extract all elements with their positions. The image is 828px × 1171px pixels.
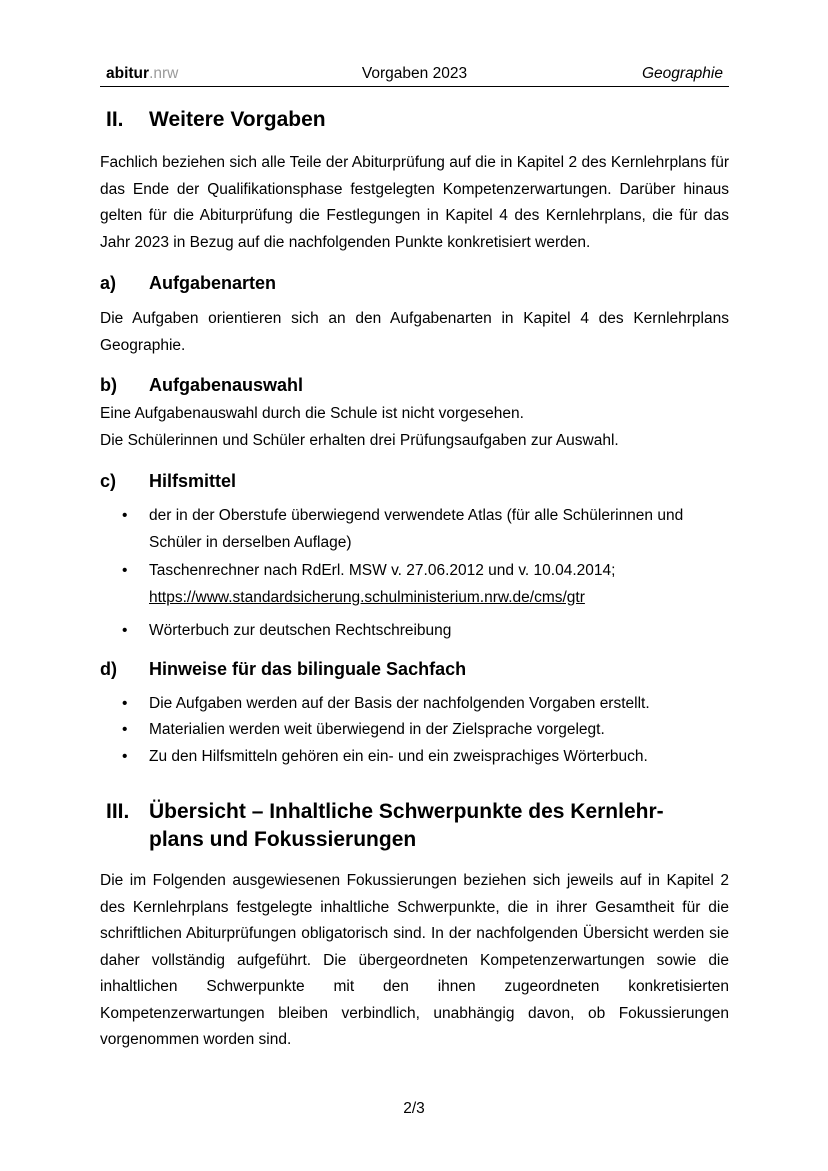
section-2-heading: II. Weitere Vorgaben bbox=[106, 108, 326, 131]
list-item: • Taschenrechner nach RdErl. MSW v. 27.06.2012 und v. 10.04.2014; https://www.standardsicherung.schulministerium.nrw.de/cms/gtr bbox=[100, 558, 729, 611]
header-subject: Geographie bbox=[641, 65, 723, 82]
page-header bbox=[100, 64, 729, 87]
list-item: • Die Aufgaben werden auf der Basis der nachfolgenden Vorgaben erstellt. bbox=[100, 691, 729, 718]
section-3-text: Die im Folgenden ausgewiesenen Fokussierungen beziehen sich jeweils auf in Kapitel 2 des Kernlehrplans festgelegte inhaltliche Schwerpunkte, die in ihrer Gesamtheit für die schriftlichen Abiturprüfungen obligatorisch sind. In der nachfolgenden Übersicht werden sie daher vollständig aufgeführt. Die übergeordneten Kompetenzerwartungen sowie die inhaltlichen Schwerpunkte mit den ihnen zugeordneten konkretisierten Kompetenzerwartungen bleiben verbindlich, unabhängig davon, ob Fokussierungen vorgenommen worden sind. bbox=[100, 872, 729, 1048]
brand-logo: abitur.nrw bbox=[106, 65, 179, 82]
subsection-b-line2: Die Schülerinnen und Schüler erhalten drei Prüfungsaufgaben zur Auswahl. bbox=[100, 431, 619, 449]
bilingual-list bbox=[100, 691, 729, 771]
section-2-intro: Fachlich beziehen sich alle Teile der Abiturprüfung auf die in Kapitel 2 des Kernlehrplans für das Ende der Qualifikationsphase festgelegten Kompetenzerwartungen. Darüber hinaus gelten für die Abiturprüfung die Festlegungen in Kapitel 4 des Kernlehrplans, die für das Jahr 2023 in Bezug auf die nachfolgenden Punkte konkretisiert werden. bbox=[100, 154, 729, 251]
subsection-b-heading: b) Aufgabenauswahl bbox=[100, 375, 304, 395]
list-item: • Wörterbuch zur deutschen Rechtschreibung bbox=[100, 618, 729, 645]
subsection-a-text: Die Aufgaben orientieren sich an den Aufgabenarten in Kapitel 4 des Kernlehrplans Geographie. bbox=[100, 310, 729, 354]
list-item: • Zu den Hilfsmitteln gehören ein ein- und ein zweisprachiges Wörterbuch. bbox=[100, 744, 729, 771]
list-item: • der in der Oberstufe überwiegend verwendete Atlas (für alle Schülerinnen und Schüler in derselben Auflage) bbox=[100, 503, 729, 556]
subsection-a-heading: a) Aufgabenarten bbox=[100, 273, 277, 293]
subsection-c-heading: c) Hilfsmittel bbox=[100, 471, 237, 491]
subsection-b-line1: Eine Aufgabenauswahl durch die Schule ist nicht vorgesehen. bbox=[100, 405, 524, 422]
hilfsmittel-list bbox=[100, 503, 729, 645]
list-item: • Materialien werden weit überwiegend in der Zielsprache vorgelegt. bbox=[100, 717, 729, 744]
header-center-title: Vorgaben 2023 bbox=[361, 65, 468, 82]
gtr-link[interactable]: https://www.standardsicherung.schulministerium.nrw.de/cms/gtr bbox=[149, 588, 585, 606]
section-3-heading: III. Übersicht – Inhaltliche Schwerpunkte des Kernlehr- plans und Fokussierungen bbox=[106, 800, 664, 851]
page-content bbox=[100, 106, 729, 1054]
subsection-d-heading: d) Hinweise für das bilinguale Sachfach bbox=[100, 658, 467, 679]
page-number: 2/3 bbox=[403, 1100, 425, 1117]
